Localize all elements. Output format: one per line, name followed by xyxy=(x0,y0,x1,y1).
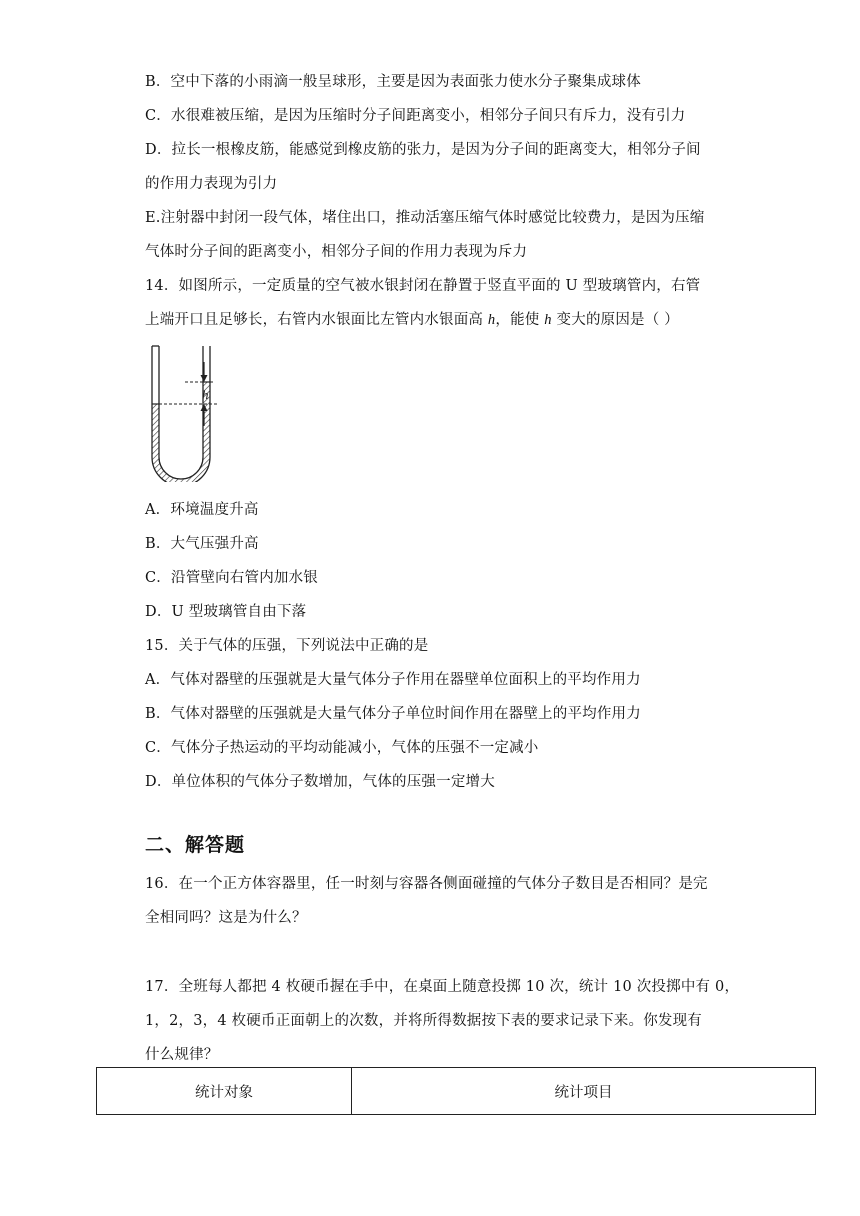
q15-stem: 15．关于气体的压强，下列说法中正确的是 xyxy=(145,638,429,654)
q14-variable-h: h xyxy=(487,312,496,328)
mercury-column xyxy=(152,404,210,482)
q14-stem-text-b: ，能使 xyxy=(495,312,545,328)
upper-arrow-head xyxy=(201,375,208,382)
q13-option-d-line1: D．拉长一根橡皮筋，能感觉到橡皮筋的张力，是因为分子间的距离变大，相邻分子间 xyxy=(145,142,701,158)
q14-stem-text-a: 上端开口且足够长，右管内水银面比左管内水银面高 xyxy=(145,312,488,328)
q13-option-b: B．空中下落的小雨滴一般呈球形，主要是因为表面张力使水分子聚集成球体 xyxy=(145,74,641,90)
q17-line2: 1，2，3，4 枚硬币正面朝上的次数，并将所得数据按下表的要求记录下来。你发现有 xyxy=(145,1013,703,1029)
q14-variable-h: h xyxy=(544,312,552,328)
q14-option-c: C．沿管壁向右管内加水银 xyxy=(145,570,318,586)
q14-option-a: A．环境温度升高 xyxy=(145,502,259,518)
q14-stem-line1: 14．如图所示，一定质量的空气被水银封闭在静置于竖直平面的 U 型玻璃管内，右管 xyxy=(145,278,701,294)
tube-inner-wall xyxy=(159,346,203,479)
q14-option-d: D．U 型玻璃管自由下落 xyxy=(145,604,307,620)
q14-option-b: B．大气压强升高 xyxy=(145,536,259,552)
q15-option-c: C．气体分子热运动的平均动能减小，气体的压强不一定减小 xyxy=(145,740,539,756)
u-tube-figure xyxy=(145,342,225,482)
q14-stem-line2 xyxy=(145,310,679,330)
section-heading: 二、解答题 xyxy=(145,834,246,856)
q16-line1: 16．在一个正方体容器里，任一时刻与容器各侧面碰撞的气体分子数目是否相同？是完 xyxy=(145,876,708,892)
statistics-table xyxy=(96,1067,816,1115)
table-header-row xyxy=(97,1068,816,1115)
q15-option-a: A．气体对器壁的压强就是大量气体分子作用在器壁单位面积上的平均作用力 xyxy=(145,672,641,688)
q16-line2: 全相同吗？这是为什么？ xyxy=(145,910,307,926)
q15-option-b: B．气体对器壁的压强就是大量气体分子单位时间作用在器壁上的平均作用力 xyxy=(145,706,641,722)
q13-option-e-line2: 气体时分子间的距离变小，相邻分子间的作用力表现为斥力 xyxy=(145,244,528,260)
q13-option-d-line2: 的作用力表现为引力 xyxy=(145,176,278,192)
table-header-cell: 统计项目 xyxy=(352,1068,816,1115)
figure-label-h: h xyxy=(202,387,209,402)
q17-line3: 什么规律？ xyxy=(145,1047,219,1063)
q13-option-e-line1: E.注射器中封闭一段气体，堵住出口，推动活塞压缩气体时感觉比较费力，是因为压缩 xyxy=(145,210,705,226)
q17-line1: 17．全班每人都把 4 枚硬币握在手中，在桌面上随意投掷 10 次，统计 10 次投掷中有 0， xyxy=(145,979,740,995)
tube-outer-wall xyxy=(152,346,210,482)
table-header-cell: 统计对象 xyxy=(97,1068,352,1115)
q13-option-c: C．水很难被压缩，是因为压缩时分子间距离变小，相邻分子间只有斥力，没有引力 xyxy=(145,108,686,124)
q15-option-d: D．单位体积的气体分子数增加，气体的压强一定增大 xyxy=(145,774,495,790)
q14-stem-text-c: 变大的原因是（ ） xyxy=(551,312,679,328)
